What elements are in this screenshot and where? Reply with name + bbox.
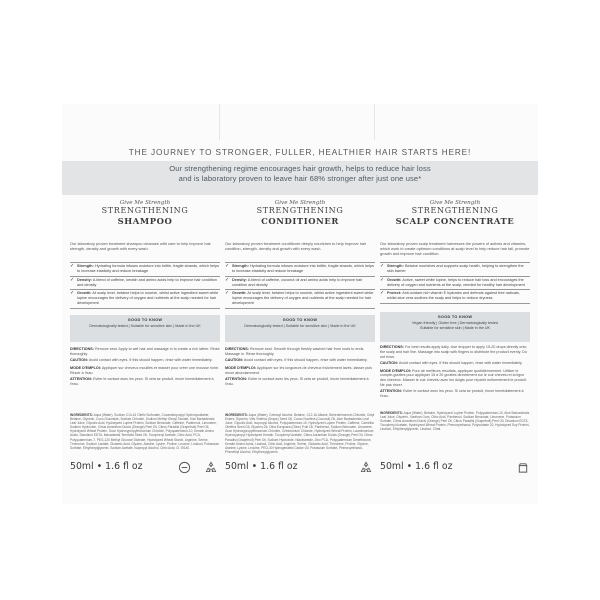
benefit-item bbox=[380, 277, 530, 291]
product-name: SCALP CONCENTRATE bbox=[395, 216, 515, 226]
banner-line: and is laboratory proven to leave hair 68% stronger after just one use* bbox=[178, 174, 422, 183]
benefit-item bbox=[70, 263, 220, 277]
usage-text: Pour de meilleurs résultats, appliquer quotidiennement. Utiliser le compte-gouttes pour appliquer 15 à 20 gouttes directement sur le cuir chevelu et la ligne des cheveux. Masser le cuir chevelu avec les doigts pour répartir uniformément le produit. Ne pas rincer. bbox=[380, 368, 527, 388]
check-icon: ✓ bbox=[225, 290, 230, 296]
usage-section bbox=[380, 345, 530, 400]
benefit-text: Betaine nourishes and supports scalp health, helping to strengthen the skin barrier bbox=[387, 264, 524, 273]
headline: THE JOURNEY TO STRONGER, FULLER, HEALTHIER HAIR STARTS HERE! bbox=[128, 148, 472, 157]
recycle-icon bbox=[359, 461, 373, 474]
usage-label: MODE D'EMPLOI: bbox=[225, 365, 256, 370]
good-to-know-text: Dermatologically tested | Suitable for sensitive skin | Made in the UK bbox=[244, 323, 356, 328]
good-to-know-box bbox=[225, 315, 375, 342]
product-name: SHAMPOO bbox=[117, 216, 173, 226]
benefit-text: At scalp level, betaine helps to nourish, whilst active ingredient sweet white lupine encourages the delivery of oxygen and nutrients at the scalp needed for hair development bbox=[232, 291, 374, 305]
good-to-know-box bbox=[380, 312, 530, 342]
banner-line: Our strengthening regime encourages hair growth, helps to reduce hair loss bbox=[169, 164, 431, 173]
benefit-item bbox=[380, 263, 530, 277]
ingredients-list bbox=[380, 411, 530, 431]
usage-text: Eviter le contact avec les yeux. Si cela se produit, rincer immédiatement à l'eau. bbox=[225, 376, 369, 386]
benefit-item bbox=[225, 263, 375, 277]
usage-label: ATTENTION: bbox=[380, 389, 403, 394]
benefit-label: Growth: bbox=[232, 291, 247, 295]
usage-label: DIRECTIONS: bbox=[225, 347, 249, 351]
benefit-list bbox=[225, 262, 375, 309]
usage-paragraph bbox=[70, 358, 220, 363]
usage-text: Eviter le contact avec les yeux. Si cela se produit, rincer immédiatement à l'eau. bbox=[70, 376, 214, 386]
usage-section bbox=[70, 347, 220, 388]
benefit-label: Density: bbox=[232, 277, 247, 282]
script-tagline: Give Me Strength bbox=[119, 200, 171, 206]
usage-paragraph bbox=[225, 358, 375, 363]
volume-row bbox=[380, 461, 530, 481]
product-type: STRENGTHENING bbox=[101, 206, 189, 215]
usage-paragraph bbox=[225, 366, 375, 376]
check-icon: ✓ bbox=[225, 276, 230, 283]
usage-text: Avoid contact with eyes. If this should happen, rinse with water immediately. bbox=[398, 360, 523, 365]
benefit-label: Growth: bbox=[77, 291, 92, 295]
usage-text: Remove seal. Apply to wet hair and massage in to create a rich lather. Rinse thoroughly. bbox=[70, 347, 220, 356]
usage-paragraph bbox=[380, 369, 530, 388]
benefit-text: Hydrating formula infuses moisture into brittle, fragile strands, which helps to increase elasticity and reduce breakage bbox=[77, 264, 220, 273]
ingredients-text: Aqua (Water), Cetearyl Alcohol, Betaine, C12-16 Alkane, Behentrimonium Chloride, Cetyl Esters, Glycerin, Vitis Vinifera (Grape) Seed Oil, Cocos Nucifera (Coconut) Oil, Aloe Barbadensis Leaf Juice, Glycolic Acid, Isopropyl Alcohol, Polyquaternium-10, Hydrolyzed Lupine Protein, Caffeine, Camellia Oleifera Seed Oil, Glycerin-26, Olea Europaea (Olive) Fruit Oil, Panthenol, Sodium Benzoate, Limonene, Guar Hydroxypropyltrimonium Chloride, Cetrimonium Chloride, Hydrolyzed Wheat Protein, Laurdimonium Hydroxypropyl Hydrolyzed Keratin, Tocopheryl Acetate, Citrus Aurantium Dulcis (Orange) Peel Oil, Citrus Paradisi (Grapefruit) Peel Oil, Sodium Hydroxide, Niacinamide, Zinc PCA, Polyquaternium Dimethicone, Keratin Amino Acids, Linalool, Citric Acid, Arginine, Serine, Glutamic Acid, Threonine, Proline, Glycine, Alanine, Lysine, Leucine, PEG-40 Hydrogenated Castor Oil, Potassium Sorbate, Phenoxyethanol, Phenethyl Alcohol, Ethylhexylglycerin. bbox=[225, 413, 375, 454]
good-to-know-text: Vegan friendly | Gluten free | Dermatologically tested bbox=[412, 320, 498, 325]
volume-label: 50ml • 1.6 fl oz bbox=[380, 461, 453, 472]
flap-divider bbox=[219, 104, 220, 140]
good-to-know-title: GOOD TO KNOW bbox=[282, 318, 318, 322]
good-to-know-box bbox=[70, 315, 220, 342]
usage-paragraph bbox=[380, 389, 530, 399]
usage-label: CAUTION: bbox=[225, 358, 244, 363]
usage-label: DIRECTIONS: bbox=[380, 345, 404, 349]
benefit-text: A blend of caffeine, coconut oil and amino acids help to improve hair condition and density bbox=[232, 277, 363, 287]
check-icon: ✓ bbox=[225, 263, 230, 269]
flap-divider bbox=[374, 104, 375, 140]
product-type: STRENGTHENING bbox=[256, 206, 344, 215]
benefit-label: Growth: bbox=[387, 277, 402, 282]
usage-label: CAUTION: bbox=[70, 358, 89, 363]
product-type: STRENGTHENING bbox=[411, 206, 499, 215]
good-to-know-title: GOOD TO KNOW bbox=[437, 315, 473, 319]
usage-label: CAUTION: bbox=[380, 360, 399, 365]
benefit-item bbox=[380, 290, 530, 304]
product-intro: Our laboratory proven scalp treatment harnesses the powers of actives and vitamins, which work to create optimum conditions at scalp level to help reduce hair fall, promote growth and improve hair condition. bbox=[380, 241, 530, 257]
good-to-know-title: GOOD TO KNOW bbox=[127, 318, 163, 322]
claim-banner bbox=[62, 161, 538, 195]
usage-label: MODE D'EMPLOI: bbox=[70, 365, 101, 370]
usage-text: Avoid contact with eyes. If this should happen, rinse with water immediately. bbox=[88, 358, 213, 363]
usage-text: Avoid contact with eyes. If this should happen, rinse with water immediately. bbox=[243, 358, 368, 363]
check-icon: ✓ bbox=[70, 263, 75, 269]
usage-text: Remove seal. Smooth through freshly washed hair from roots to ends. Massage in. Rinse thoroughly. bbox=[225, 347, 365, 356]
check-icon: ✓ bbox=[70, 290, 75, 296]
pao-jar-icon bbox=[516, 461, 530, 474]
check-icon: ✓ bbox=[380, 290, 385, 296]
check-icon: ✓ bbox=[380, 263, 385, 269]
usage-paragraph bbox=[70, 347, 220, 357]
benefit-label: Strength: bbox=[77, 264, 94, 268]
benefit-item bbox=[225, 277, 375, 291]
benefit-list bbox=[70, 262, 220, 309]
ingredients-label: INGREDIENTS: bbox=[70, 413, 93, 417]
ingredients-list bbox=[70, 413, 220, 450]
ingredients-list bbox=[225, 413, 375, 454]
check-icon: ✓ bbox=[70, 276, 75, 283]
good-to-know-text: Suitable for sensitive skin | Made in the UK bbox=[419, 325, 491, 330]
benefit-text: At scalp level, betaine helps to nourish, whilst active ingredient sweet white lupine encourages the delivery of oxygen and nutrients at the scalp needed for hair development bbox=[77, 291, 219, 305]
volume-row bbox=[225, 461, 375, 481]
usage-section bbox=[225, 347, 375, 388]
benefit-label: Density: bbox=[77, 277, 92, 282]
benefit-label: Protect: bbox=[387, 291, 402, 295]
usage-paragraph bbox=[70, 366, 220, 376]
benefit-text: Hydrating formula infuses moisture into brittle, fragile strands, which helps to increase elasticity and reduce breakage bbox=[232, 264, 375, 273]
usage-text: Appliquer sur les longueurs de cheveux fraîchement lavés, laisser puis rincer abondamment. bbox=[225, 365, 373, 375]
script-tagline: Give Me Strength bbox=[429, 200, 481, 206]
benefit-text: Anti-oxidant rich vitamin E hydrates and defends against free radicals, whilst aloe vera soothes the scalp and helps to reduce dryness bbox=[387, 291, 520, 300]
pao-jar-icon bbox=[178, 461, 191, 474]
usage-label: DIRECTIONS: bbox=[70, 347, 94, 351]
benefit-list bbox=[380, 262, 530, 304]
volume-row bbox=[70, 461, 220, 481]
volume-label: 50ml • 1.6 fl oz bbox=[70, 461, 143, 472]
ingredients-label: INGREDIENTS: bbox=[380, 411, 403, 415]
usage-paragraph bbox=[225, 377, 375, 387]
usage-label: ATTENTION: bbox=[70, 376, 93, 381]
ingredients-text: Aqua (Water), Betaine, Hydrolyzed Lupine Protein, Polyquaternium-10, Aloe Barbadensis Leaf Juice, Glycerin, Xanthan Gum, Citric Acid, Panthenol, Sodium Benzoate, Limonene, Potassium Sorbate, Citrus Aurantium Dulcis (Orange) Peel Oil, Citrus Paradisi (Grapefruit) Peel Oil, Disodium EDTA, Tocopheryl Acetate, Hydrolyzed Wheat Protein, Phenoxyethanol, Polysorbate 20, Hydrolyzed Soy Protein, Linalool, Ethylhexylglycerin, Linalool, Citral. bbox=[380, 411, 530, 432]
good-to-know-text: Dermatologically tested | Suitable for sensitive skin | Made in the UK bbox=[89, 323, 201, 328]
benefit-label: Strength: bbox=[387, 264, 404, 268]
usage-paragraph bbox=[70, 377, 220, 387]
usage-label: ATTENTION: bbox=[225, 376, 248, 381]
recycle-icon bbox=[204, 461, 218, 474]
benefit-item bbox=[225, 290, 375, 309]
product-name: CONDITIONER bbox=[261, 216, 339, 226]
usage-label: MODE D'EMPLOI: bbox=[380, 368, 411, 373]
usage-text: For best results apply daily. Use dropper to apply 15-20 drops directly onto the scalp and hair line. Massage into scalp with fingers to distribute the product evenly. Do not rinse. bbox=[380, 345, 527, 359]
benefit-text: Active, sweet white lupine, helps to reduce hair loss and encourages the delivery of oxygen and nutrients at the scalp, needed for healthy hair development bbox=[387, 277, 525, 287]
benefit-item bbox=[70, 290, 220, 309]
usage-paragraph bbox=[380, 361, 530, 366]
usage-text: Appliquer sur cheveux mouillés et masser pour créer une mousse riche. Rincer à l'eau. bbox=[70, 365, 220, 375]
ingredients-text: Aqua (Water), Sodium C14-16 Olefin Sulfonate, Cocamidopropyl Hydroxysultaine, Betaine, Glycerin, Coco-Glucoside, Sodium Chloride, Sodium Methyl Oleoyl Taurate, Kiwi Barbadensis Leaf Juice, Glycolic Acid, Hydrolyzed Lupine Protein, Sodium Benzoate, Caffeine, Panthenol, Limonene, Sodium Hydroxide, Citrus Aurantium Dulcis (Orange) Peel Oil, Citrus Paradisi (Grapefruit) Peel Oil, Hydrolyzed Wheat Protein, Guar Hydroxypropyltrimonium Chloride, Polyquaternium-10, Keratin Amino Acids, Disodium EDTA, Macadamia Ternifolia Seed Oil, Tocopheryl Acetate, Citric Acid, PCA, Polyquaternium-7, PEG-120 Methyl Glucose Dioleate, Hydrolyzed Wheat Starch, Arginine, Serine, Threonine, Sodium Lactate, Glutamic Acid, Glycine, Alanine, Lysine, Proline, Leucine, Linalool, Potassium Sorbate, Ethylhexylglycerin, Sodium Acetate, Isopropyl Alcohol, Citric Acid, CI 19140. bbox=[70, 413, 220, 450]
script-tagline: Give Me Strength bbox=[274, 200, 326, 206]
usage-paragraph bbox=[380, 345, 530, 359]
product-intro: Our laboratory proven treatment shampoo cleanses with care to help improve hair strength, density and growth with every wash. bbox=[70, 241, 211, 252]
benefit-label: Strength: bbox=[232, 264, 249, 268]
benefit-item bbox=[70, 277, 220, 291]
ingredients-label: INGREDIENTS: bbox=[225, 413, 248, 417]
product-intro: Our laboratory proven treatment conditioner deeply nourishes to help improve hair condition, strength, density and growth with every wash. bbox=[225, 241, 367, 252]
volume-label: 50ml • 1.6 fl oz bbox=[225, 461, 298, 472]
usage-text: Eviter le contact avec les yeux. Si cela se produit, rincer immédiatement à l'eau. bbox=[380, 389, 524, 399]
usage-paragraph bbox=[225, 347, 375, 357]
check-icon: ✓ bbox=[380, 276, 385, 283]
benefit-text: A blend of caffeine, keratin and amino acids help to improve hair condition and density bbox=[77, 277, 217, 287]
